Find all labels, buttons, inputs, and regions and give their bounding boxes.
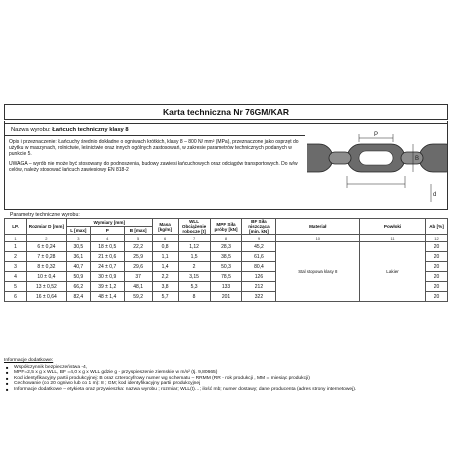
cell-material: Stal stopowa klasy 8 xyxy=(276,242,360,302)
params-table xyxy=(4,218,448,302)
cell-mpf: 78,5 xyxy=(210,272,242,282)
header-p: P xyxy=(90,227,124,235)
header-ab: Ab [%] xyxy=(425,219,447,235)
cell-mpf: 201 xyxy=(210,292,242,302)
colnum: 2 xyxy=(26,235,66,242)
cell-mpf: 38,5 xyxy=(210,252,242,262)
cell-bf: 212 xyxy=(242,282,276,292)
header-wll: WLL Obciążenie robocze [t] xyxy=(178,219,210,235)
cell-ab: 20 xyxy=(425,272,447,282)
header-material: Materiał xyxy=(276,219,360,235)
cell-wll: 1,12 xyxy=(178,242,210,252)
cell-p: 24 ± 0,7 xyxy=(90,262,124,272)
cell-wll: 1,5 xyxy=(178,252,210,262)
cell-mpf: 28,3 xyxy=(210,242,242,252)
colnum: 3 xyxy=(66,235,90,242)
cell-bf: 80,4 xyxy=(242,262,276,272)
colnum: 11 xyxy=(360,235,426,242)
cell-l: 36,1 xyxy=(66,252,90,262)
dim-label-b: B xyxy=(415,156,420,162)
header-bf: BF Siła niszcząca [min. kN] xyxy=(242,219,276,235)
info-item: ■ Cechowanie (co 20 ogniwo lub co 1 m): 8 ; GM; kod identyfikacyjny partii produkcyjnej xyxy=(14,381,448,387)
additional-info xyxy=(4,358,448,393)
cell-bf: 322 xyxy=(242,292,276,302)
cell-d: 7 ± 0,28 xyxy=(26,252,66,262)
cell-mass: 5,7 xyxy=(152,292,178,302)
description-text xyxy=(9,139,305,177)
cell-mass: 1,4 xyxy=(152,262,178,272)
info-item: ■ Informacje dodatkowe – etykieta oraz przywieszka: nazwa wyrobu ; rozmiar; WLL(t)…; ilość mb; numer dostawy; dane producenta (adres strony internetowej). xyxy=(14,387,448,393)
warning-paragraph: UWAGA – wyrób nie może być stosowany do podnoszenia, budowy zawiesi łańcuchowych oraz odciągów transportowych. Do w/w celów, należy stosować łańcuch zawiesiowy EN 818-2 xyxy=(9,161,298,173)
chain-link-connector xyxy=(401,152,423,164)
cell-mass: 2,2 xyxy=(152,272,178,282)
cell-p: 21 ± 0,6 xyxy=(90,252,124,262)
product-name-label: Nazwa wyrobu: xyxy=(11,127,53,133)
dim-label-d: d xyxy=(433,192,437,198)
colnum: 1 xyxy=(5,235,27,242)
header-mass: Masa [kg/m] xyxy=(152,219,178,235)
colnum: 4 xyxy=(90,235,124,242)
cell-wll: 5,3 xyxy=(178,282,210,292)
cell-mpf: 50,3 xyxy=(210,262,242,272)
table-row xyxy=(5,242,448,252)
colnum: 6 xyxy=(152,235,178,242)
header-dims: Wymiary [mm] xyxy=(66,219,152,227)
cell-b: 22,2 xyxy=(124,242,152,252)
cell-mass: 0,8 xyxy=(152,242,178,252)
cell-lp: 3 xyxy=(5,262,27,272)
product-name xyxy=(5,124,305,136)
cell-b: 59,2 xyxy=(124,292,152,302)
cell-d: 6 ± 0,24 xyxy=(26,242,66,252)
cell-b: 25,9 xyxy=(124,252,152,262)
description-paragraph: Opis i przeznaczenie: Łańcuchy średnio dokładne o ogniwach krótkich, klasy 8 – 800 N/ mm² (MPa), przeznaczone jako osprzęt do użytku w maszynach, rolnictwie, leśnictwie oraz innych ogólnych zastosowań, w zakresie parametrów technicznych podanych w punkcie 5. xyxy=(9,139,299,157)
cell-mass: 3,8 xyxy=(152,282,178,292)
info-heading: Informacje dodatkowe: xyxy=(4,358,54,363)
product-name-value: Łańcuch techniczny klasy 8 xyxy=(52,127,129,133)
cell-ab: 20 xyxy=(425,262,447,272)
cell-mass: 1,1 xyxy=(152,252,178,262)
cell-mpf: 133 xyxy=(210,282,242,292)
colnum: 5 xyxy=(124,235,152,242)
cell-ab: 20 xyxy=(425,242,447,252)
cell-wll: 8 xyxy=(178,292,210,302)
colnum: 7 xyxy=(178,235,210,242)
header-lp: LP. xyxy=(5,219,27,235)
chain-link-connector xyxy=(329,152,351,164)
cell-p: 48 ± 1,4 xyxy=(90,292,124,302)
cell-bf: 45,2 xyxy=(242,242,276,252)
info-list xyxy=(4,365,448,393)
header-mpf: MPF Siła próby [kN] xyxy=(210,219,242,235)
colnum: 9 xyxy=(242,235,276,242)
cell-d: 13 ± 0,52 xyxy=(26,282,66,292)
dim-label-p: P xyxy=(374,132,379,138)
colnum: 10 xyxy=(276,235,360,242)
info-item: ■ MPF=2,5 x g x WLL, BF =4,0 x g x WLL gdzie g - przyspieszenie ziemskie w m/s² (tj. 9,80665) xyxy=(14,370,448,376)
cell-b: 29,6 xyxy=(124,262,152,272)
cell-l: 30,5 xyxy=(66,242,90,252)
cell-d: 8 ± 0,32 xyxy=(26,262,66,272)
cell-p: 18 ± 0,5 xyxy=(90,242,124,252)
cell-ab: 20 xyxy=(425,292,447,302)
cell-ab: 20 xyxy=(425,282,447,292)
cell-p: 39 ± 1,2 xyxy=(90,282,124,292)
cell-b: 48,1 xyxy=(124,282,152,292)
column-number-row xyxy=(5,235,448,242)
info-item: ■ Kod identyfikacyjny partii produkcyjnej: B oraz czterocyfrowy numer wg schematu – RRMM (RR - rok produkcji , MM = miesiąc produkcji) xyxy=(14,376,448,382)
params-title: Parametry techniczne wyrobu: xyxy=(10,212,80,218)
cell-l: 82,4 xyxy=(66,292,90,302)
cell-lp: 6 xyxy=(5,292,27,302)
cell-l: 66,2 xyxy=(66,282,90,292)
header-l: L [max] xyxy=(66,227,90,235)
cell-wll: 3,15 xyxy=(178,272,210,282)
cell-coating: Lakier xyxy=(360,242,426,302)
cell-lp: 1 xyxy=(5,242,27,252)
chain-link-hole xyxy=(359,151,393,165)
header-coating: Powłoki xyxy=(360,219,426,235)
header-b: B [max] xyxy=(124,227,152,235)
cell-l: 40,7 xyxy=(66,262,90,272)
title-bar xyxy=(4,104,448,120)
cell-lp: 5 xyxy=(5,282,27,292)
colnum: 12 xyxy=(425,235,447,242)
cell-bf: 126 xyxy=(242,272,276,282)
cell-d: 10 ± 0,4 xyxy=(26,272,66,282)
cell-ab: 20 xyxy=(425,252,447,262)
info-item: ■ Współczynnik bezpieczeństwa -4, xyxy=(14,365,448,371)
header-size: Rozmiar D [mm] xyxy=(26,219,66,235)
description-section xyxy=(4,124,448,210)
colnum: 8 xyxy=(210,235,242,242)
cell-lp: 4 xyxy=(5,272,27,282)
cell-lp: 2 xyxy=(5,252,27,262)
technical-card xyxy=(4,104,448,354)
cell-bf: 61,6 xyxy=(242,252,276,262)
cell-p: 30 ± 0,9 xyxy=(90,272,124,282)
card-title: Karta techniczna Nr 76GM/KAR xyxy=(162,107,290,117)
cell-d: 16 ± 0,64 xyxy=(26,292,66,302)
cell-l: 50,9 xyxy=(66,272,90,282)
cell-wll: 2 xyxy=(178,262,210,272)
cell-b: 37 xyxy=(124,272,152,282)
chain-drawing xyxy=(307,126,447,208)
